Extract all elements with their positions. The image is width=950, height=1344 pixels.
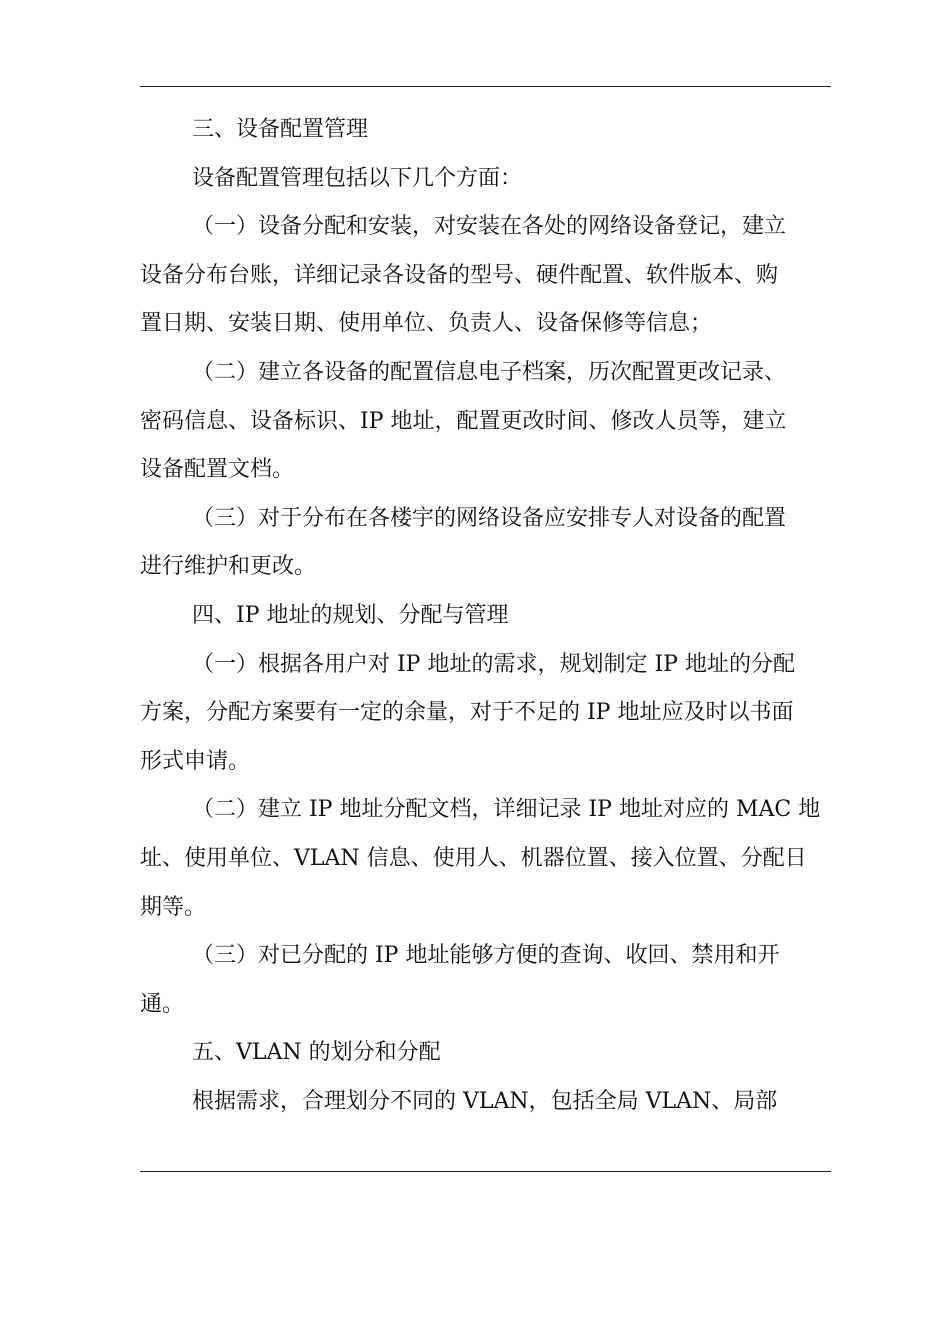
document-body [140, 106, 831, 1126]
paragraph-line: 方案，分配方案要有一定的余量，对于不足的 IP 地址应及时以书面 [140, 700, 794, 726]
paragraph-line: 设备分布台账，详细记录各设备的型号、硬件配置、软件版本、购 [140, 262, 779, 288]
footer-rule [140, 1171, 831, 1172]
paragraph-line: （三）对于分布在各楼宇的网络设备应安排专人对设备的配置 [192, 505, 787, 531]
paragraph-line: 置日期、安装日期、使用单位、负责人、设备保修等信息； [140, 311, 713, 337]
section-heading-device-config: 三、设备配置管理 [192, 117, 369, 142]
paragraph-line: 进行维护和更改。 [140, 554, 317, 580]
paragraph-line: 址、使用单位、VLAN 信息、使用人、机器位置、接入位置、分配日 [140, 845, 807, 871]
paragraph-line: 期等。 [140, 894, 207, 920]
header-rule [140, 86, 831, 87]
paragraph-line: 通。 [140, 991, 185, 1017]
paragraph-line: 密码信息、设备标识、IP 地址，配置更改时间、修改人员等，建立 [140, 408, 787, 434]
paragraph-line: 设备配置文档。 [140, 457, 295, 483]
paragraph-line: （一）设备分配和安装，对安装在各处的网络设备登记，建立 [192, 214, 787, 240]
paragraph-line: （二）建立 IP 地址分配文档，详细记录 IP 地址对应的 MAC 地 [192, 797, 821, 823]
paragraph-line: 形式申请。 [140, 748, 251, 774]
paragraph-line: （二）建立各设备的配置信息电子档案，历次配置更改记录、 [192, 359, 787, 385]
paragraph-line: （三）对已分配的 IP 地址能够方便的查询、收回、禁用和开 [192, 943, 780, 969]
section-heading-vlan: 五、VLAN 的划分和分配 [192, 1040, 441, 1066]
paragraph-line: 根据需求，合理划分不同的 VLAN，包括全局 VLAN、局部 [192, 1088, 778, 1114]
section-heading-ip-address: 四、IP 地址的规划、分配与管理 [192, 602, 509, 628]
paragraph-line: 设备配置管理包括以下几个方面： [192, 165, 523, 191]
paragraph-line: （一）根据各用户对 IP 地址的需求，规划制定 IP 地址的分配 [192, 651, 795, 677]
